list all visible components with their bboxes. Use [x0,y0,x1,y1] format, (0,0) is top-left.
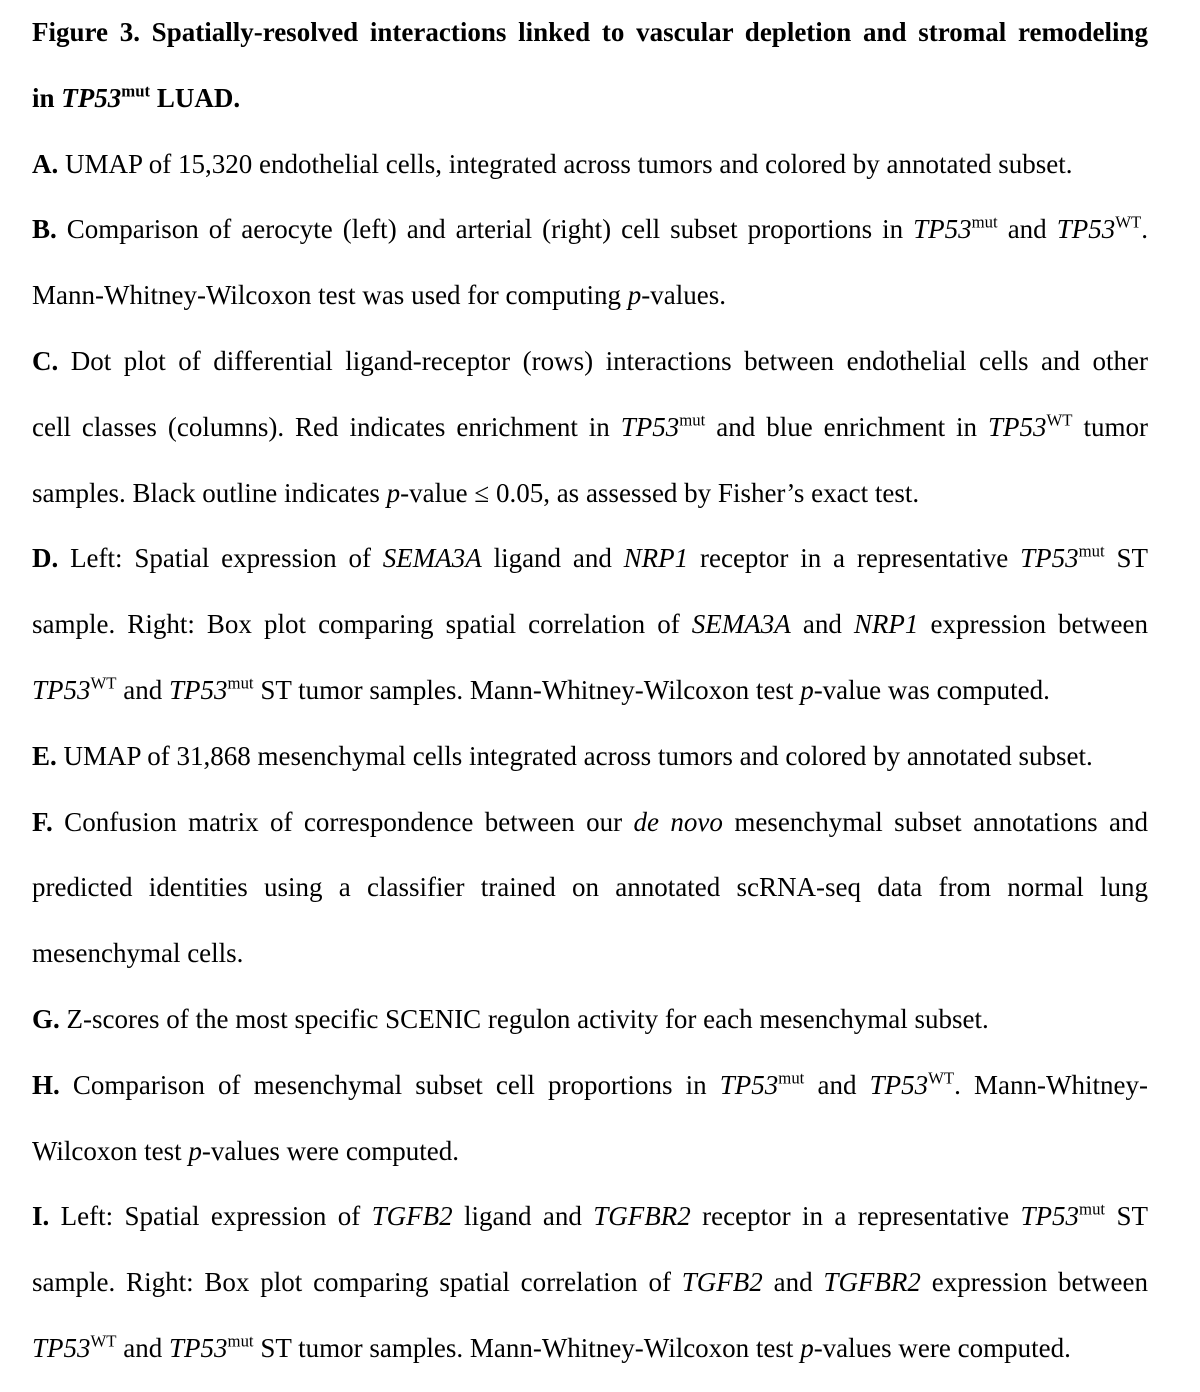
panel-f-description-end: mesenchymal cells. [32,938,244,969]
caption-title-line-1 [32,10,1148,76]
panel-d-description-cont: sample. Right: Box plot comparing spatial correlation of SEMA3A and NRP1 expression between [32,609,1149,640]
panel-g-description: G. Z-scores of the most specific SCENIC regulon activity for each mesenchymal subset. [32,1003,989,1034]
panel-b-description-cont: Mann-Whitney-Wilcoxon test was used for computing p-values. [32,280,726,311]
panel-label-e: E. [32,740,57,771]
caption-title: Figure 3. Spatially-resolved interactions linked to vascular depletion and stromal remodeling [32,17,1148,47]
panel-d-description-end: $TP53^{WT}$ and $TP53^{mut}$ ST tumor samples. Mann-Whitney-Wilcoxon test p-value was computed. [32,673,1050,705]
panel-f-description: F. Confusion matrix of correspondence between our de novo mesenchymal subset annotations and [32,806,1148,837]
panel-i-description: I. Left: Spatial expression of TGFB2 ligand and TGFBR2 receptor in a representative $TP53^{mut}$ ST [32,1199,1148,1232]
panel-i-description-end: $TP53^{WT}$ and $TP53^{mut}$ ST tumor samples. Mann-Whitney-Wilcoxon test p-values were computed. [32,1331,1071,1363]
panel-e-description: E. UMAP of 31,868 mesenchymal cells integrated across tumors and colored by annotated subset. [32,740,1093,771]
panel-c-description-end: samples. Black outline indicates p-value ≤ 0.05, as assessed by Fisher’s exact test. [32,477,920,508]
panel-i-description-cont: sample. Right: Box plot comparing spatial correlation of TGFB2 and TGFBR2 expression between [32,1267,1149,1298]
panel-c-description-cont: cell classes (columns). Red indicates enrichment in $TP53^{mut}$ and blue enrichment in $TP53^{WT}$ tumor [32,410,1148,442]
panel-label-h: H. [32,1069,60,1100]
panel-label-c: C. [32,345,59,376]
panel-label-b: B. [32,214,57,245]
panel-label-i: I. [32,1201,50,1232]
panel-h-description-cont: Wilcoxon test p-values were computed. [32,1135,460,1166]
panel-h-description: H. Comparison of mesenchymal subset cell proportions in $TP53^{mut}$ and $TP53^{WT}$. Mann-Whitney- [32,1068,1148,1100]
gene-name: TP53 [61,82,122,113]
caption-title-line-2: in $TP53^{mut}$ LUAD. [32,81,241,113]
panel-label-a: A. [32,148,59,179]
panel-label-d: D. [32,543,59,574]
panel-label-f: F. [32,806,53,837]
panel-c-description: C. Dot plot of differential ligand-receptor (rows) interactions between endothelial cells and other [32,345,1148,376]
panel-f-description-cont: predicted identities using a classifier trained on annotated scRNA-seq data from normal lung [32,872,1148,903]
panel-a-description: A. UMAP of 15,320 endothelial cells, integrated across tumors and colored by annotated subset. [32,148,1073,179]
panel-d-description: D. Left: Spatial expression of SEMA3A ligand and NRP1 receptor in a representative $TP53^{mut}$ ST [32,542,1148,574]
panel-label-g: G. [32,1003,60,1034]
panel-b-description: B. Comparison of aerocyte (left) and arterial (right) cell subset proportions in $TP53^{mut}$ and $TP53^{WT}$. [32,213,1148,245]
